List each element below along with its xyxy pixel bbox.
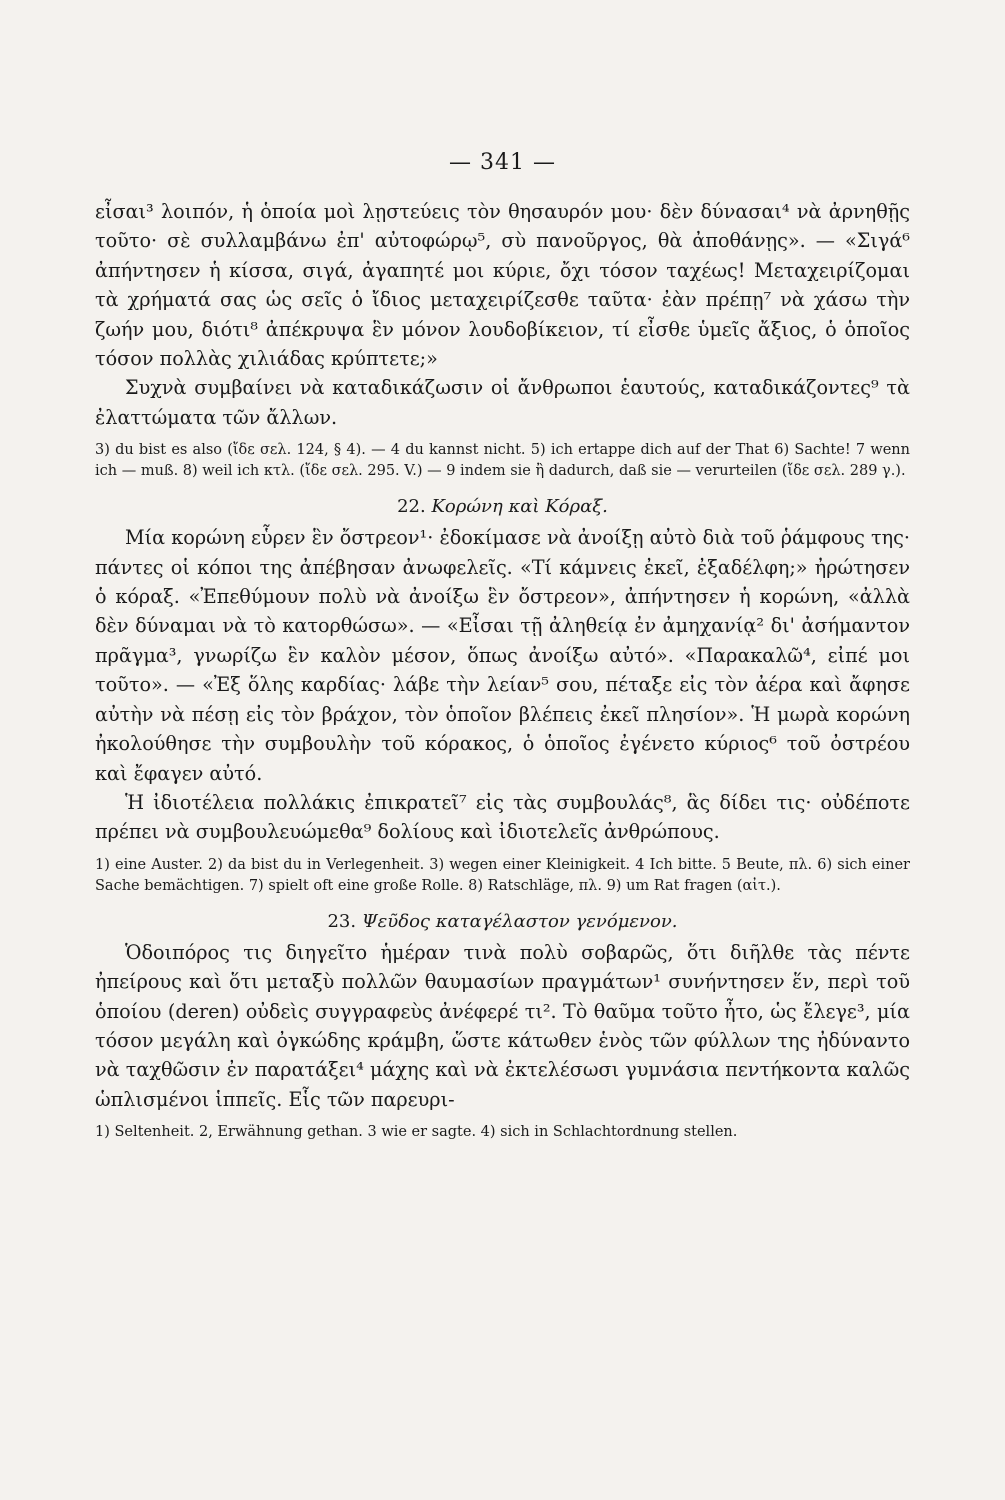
footnotes	[95, 855, 910, 897]
continued-text	[95, 197, 910, 432]
page	[95, 150, 910, 1157]
moral-paragraph: Ἡ ἰδιοτέλεια πολλάκις ἐπικρατεῖ⁷ εἰς τὰς συμβουλάς⁸, ἃς δίδει τις· οὐδέποτε πρέπει νὰ συμβουλευώμεθα⁹ δολίους καὶ ἰδιοτελεῖς ἀνθρώπους.	[95, 790, 910, 844]
section-number: 22.	[397, 496, 426, 518]
page-number: — 341 —	[449, 150, 556, 175]
moral-paragraph: Συχνὰ συμβαίνει νὰ καταδικάζωσιν οἱ ἄνθρωποι ἑαυτούς, καταδικάζοντες⁹ τὰ ἐλαττώματα τῶν ἄλλων.	[95, 376, 910, 429]
paragraph: εἶσαι³ λοιπόν, ἡ ὁποία μοὶ λῃστεύεις τὸν θησαυρόν μου· δὲν δύνασαι⁴ νὰ ἀρνηθῇς τοῦτο· σὲ συλλαμβάνω ἐπ' αὐτοφώρῳ⁵, σὺ πανοῦργος, θὰ ἀποθάνῃς». — «Σιγά⁶ ἀπήντησεν ἡ κίσσα, σιγά, ἀγαπητέ μοι κύριε, ὄχι τόσον ταχέως! Μεταχειρίζομαι τὰ χρήματά σας ὡς σεῖς ὁ ἴδιος μεταχειρίζεσθε ταῦτα· ἐὰν πρέπῃ⁷ νὰ χάσω τὴν ζωήν μου, διότι⁸ ἀπέκρυψα ἓν μόνον λουδοβίκειον, τί εἶσθε ὑμεῖς ἄξιος, ὁ ὁποῖος τόσον πολλὰς χιλιάδας κρύπτετε;»	[95, 200, 910, 371]
paragraph: Μία κορώνη εὗρεν ἓν ὄστρεον¹· ἐδοκίμασε νὰ ἀνοίξῃ αὐτὸ διὰ τοῦ ῥάμφους της· πάντες οἱ κόποι της ἀπέβησαν ἀνωφελεῖς. «Τί κάμνεις ἐκεῖ, ἐξαδέλφη;» ἠρώτησεν ὁ κόραξ. «Ἐπεθύμουν πολὺ νὰ ἀνοίξω ἓν ὄστρεον», ἀπήντησεν ἡ κορώνη, «ἀλλὰ δὲν δύναμαι νὰ τὸ κατορθώσω». — «Εἶσαι τῇ ἀληθείᾳ ἐν ἀμηχανίᾳ² δι' ἀσήμαντον πρᾶγμα³, γνωρίζω ἓν καλὸν μέσον, ὅπως ἀνοίξω αὐτό». «Παρακαλῶ⁴, εἰπέ μοι τοῦτο». — «Ἐξ ὅλης καρδίας· λάβε τὴν λείαν⁵ σου, πέταξε εἰς τὸν ἀέρα καὶ ἄφησε αὐτὴν νὰ πέσῃ εἰς τὸν βράχον, τὸν ὁποῖον βλέπεις ἐκεῖ πλησίον». Ἡ μωρὰ κορώνη ἠκολούθησε τὴν συμβουλὴν τοῦ κόρακος, ὁ ὁποῖος ἐγένετο κύριος⁶ τοῦ ὀστρέου καὶ ἔφαγεν αὐτό.	[95, 526, 910, 785]
section-heading	[95, 496, 910, 517]
footnote-text: 3) du bist es also (ἴδε σελ. 124, § 4). — 4 du kannst nicht. 5) ich ertappe dich auf der That 6) Sachte! 7 wenn ich — muß. 8) weil ich κτλ. (ἴδε σελ. 295. V.) — 9 indem sie ἢ dadurch, daß sie — verurteilen (ἴδε σελ. 289 γ.).	[95, 442, 910, 480]
footnote-text: 1) eine Auster. 2) da bist du in Verlegenheit. 3) wegen einer Kleinigkeit. 4 Ich bitte. 5 Beute, πλ. 6) sich einer Sache bemächtigen. 7) spielt oft eine große Rolle. 8) Ratschläge, πλ. 9) um Rat fragen (αἰτ.).	[95, 856, 910, 894]
footnotes	[95, 1122, 910, 1143]
paragraph: Ὁδοιπόρος τις διηγεῖτο ἡμέραν τινὰ πολὺ σοβαρῶς, ὅτι διῆλθε τὰς πέντε ἠπείρους καὶ ὅτι μεταξὺ πολλῶν θαυμασίων πραγμάτων¹ συνήντησεν ἕν, περὶ τοῦ ὁποίου (deren) οὐδεὶς συγγραφεὺς ἀνέφερέ τι². Τὸ θαῦμα τοῦτο ἦτο, ὡς ἔλεγε³, μία τόσον μεγάλη καὶ ὀγκώδης κράμβη, ὥστε κάτωθεν ἑνὸς τῶν φύλλων της ἠδύναντο νὰ ταχθῶσιν ἐν παρατάξει⁴ μάχης καὶ νὰ ἐκτελέσωσι γυμνάσια πεντήκοντα καλῶς ὡπλισμένοι ἱππεῖς. Εἷς τῶν παρευρι-	[95, 940, 910, 1111]
section-heading	[95, 911, 910, 932]
section-title: Κορώνη καὶ Κόραξ.	[431, 496, 608, 518]
section-text	[95, 523, 910, 846]
footnote-text: 1) Seltenheit. 2, Erwähnung gethan. 3 wie er sagte. 4) sich in Schlachtordnung stellen.	[95, 1124, 738, 1141]
footnotes	[95, 440, 910, 482]
section-number: 23.	[327, 910, 357, 932]
section-text	[95, 938, 910, 1114]
section-title: Ψεῦδος καταγέλαστον γενόμενον.	[361, 910, 678, 932]
